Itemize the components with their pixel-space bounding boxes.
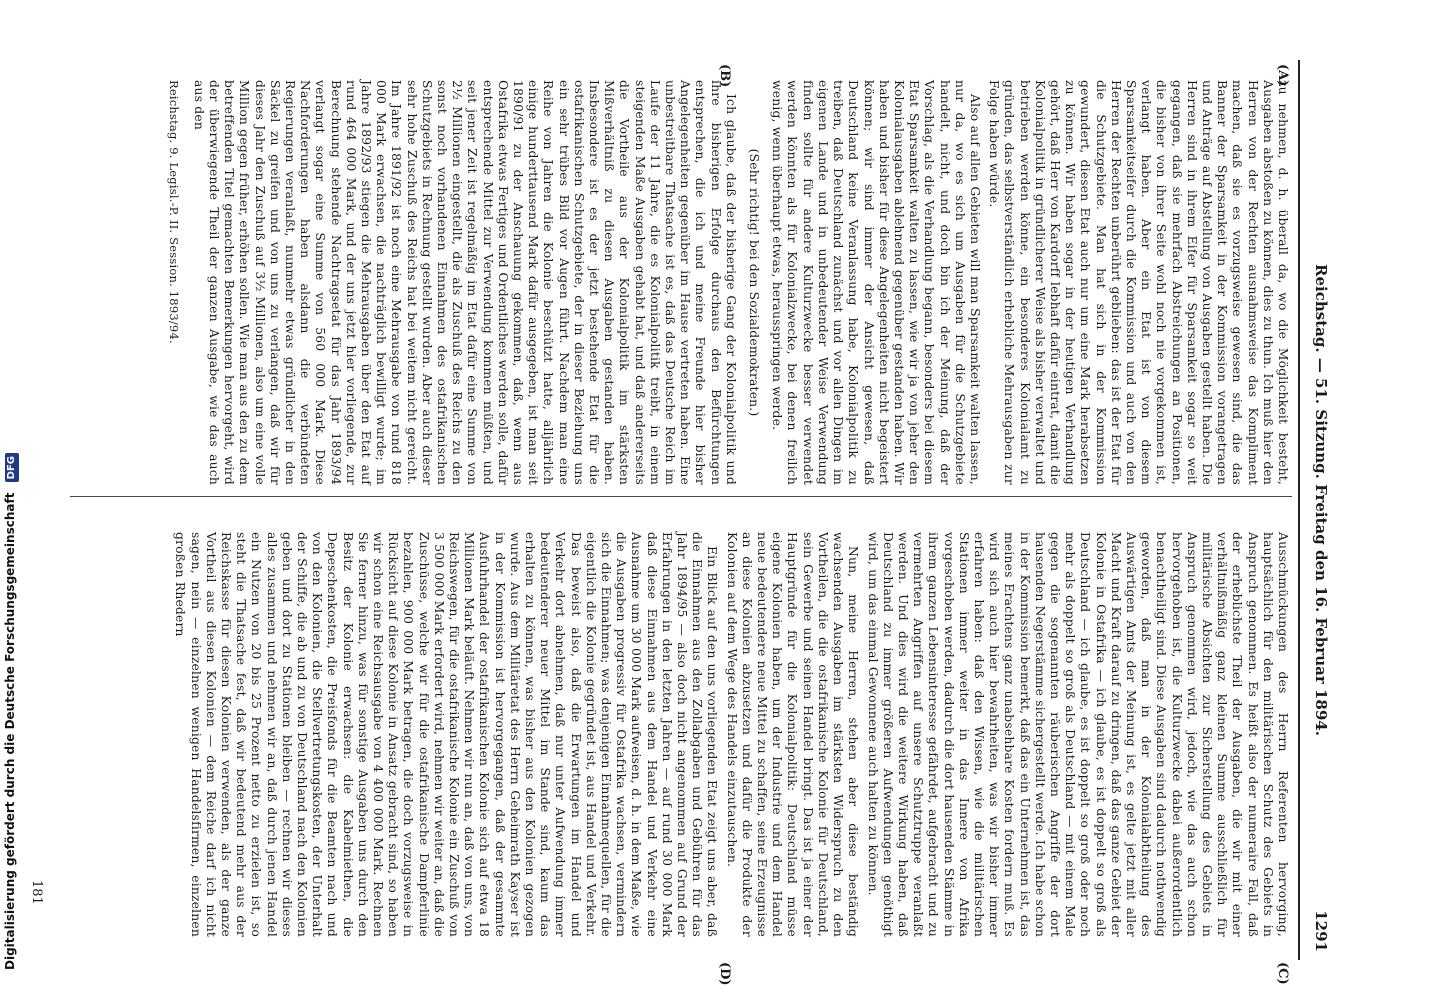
column-divider xyxy=(70,496,1292,497)
paragraph: Ein Blick auf den uns vorliegenden Etat zeigt uns aber, daß die Einnahmen aus den Zollabgaben und Gebühren für das Jahr 1894/95 — also doch nicht angenommen auf Grund der Erfahrungen in den letzten Jahren — auf rund 30 000 Mark daß diese Einnahmen aus dem Handel und Verkehr eine Ausnahme um 30 000 Mark aufweisen, d. h. in dem Maße, wie die Ausgaben progressiv für Ostafrika wachsen, vermindern sich die Einnahmen; was denjenigen Einnahmequellen, für die eigentlich die Kolonie gegründet ist, aus Handel und Verkehr. Das beweist also, daß die Erwartungen im Handel und Verkehr dort abnehmen, daß nur unter Aufwendung immer bedeutenderer neuer Mittel im Stande sind, kaum das erhalten zu können, was bisher aus den Kolonien gezogen wurde. Aus dem Militäretat des Herrn Geheimrath Kayser ist in der Kommission ist hervorgegangen, daß der gesammte Ausfuhrhandel der ostafrikanischen Kolonie sich auf etwa 18 Millionen Mark beläuft. Nehmen wir nun an, daß von uns, von Reichswegen, für die ostafrikanische Kolonie ein Zuschuß von 3 500 000 Mark erfordert wird, nehmen wir weiter an, daß die Zuschüsse, welche wir für die ostafrikanische Dampferlinie bezahlen, 900 000 Mark betragen, die doch vorzugsweise in Rücksicht auf diese Kolonie in Ansatz gebracht sind, so haben wir schon eine Reichsausgabe von 4 400 000 Mark. Rechnen Sie ferner hinzu, was für sonstige Ausgaben uns durch den Besitz der Kolonie erwachsen: die Kabelmiethen, die Depeschenkosten, die Preisfonds für die Beamten nach und von den Kolonien, die Stellvertretungskosten, der Unterhalt der Schiffe, die ab und zu von Deutschland nach den Kolonien geben und dort zu Stationen bleiben — rechnen wir dieses alles zusammen und nehmen wir an, daß durch jenen Handel ein Nutzen von 20 bis 25 Prozent netto zu erzielen ist, so steht die Thatsache fest, daß wir bedeutend mehr aus der Reichskasse für diesen Kolonien verwenden, als der ganze Vortheil aus diesen Kolonien — dem Reiche darf ich nicht sagen, nein — einzelnen wenigen Handelsfirmen, einzelnen großen Rhedern xyxy=(173,532,720,937)
paragraph: Ich glaube, daß der bisherige Gang der Kolonialpolitik und ihre bisherigen Erfolge durchaus den Befürchtungen entsprechen, die ich und meine Freunde hier bisher Angelegenheiten gegenüber im Hause vertreten haben. Eine unbestreitbare Thatsache ist es, daß das Deutsche Reich im Laufe der 11 Jahre, die es Kolonialpolitik treibt, in einem steigenden Maße Ausgaben gehabt hat, und daß andererseits die Vortheile aus der Kolonialpolitik im stärksten Mißverhältniß zu diesen Ausgaben gestanden haben. Insbesondere ist es der jetzt bestehende Etat für die ostafrikanischen Schutzgebiete, der in dieser Beziehung uns ein sehr trübes Bild vor Augen führt. Nachdem man eine Reihe von Jahren die Kolonie beschützt hatte, alljährlich einige hunderttausend Mark dafür ausgegeben, ist man seit 1890/91 zu der Anschauung gekommen, daß, wenn aus Ostafrika etwas Fertiges und Ordentliches werden solle, dafür entsprechende Mittel zur Verwendung kommen müßten, und seit jener Zeit ist regelmäßig im Etat dafür eine Summe von 2½ Millionen eingestellt, die als Zuschuß des Reichs zu den sonst noch vorhandenen Einnahmen des ostafrikanischen Schutzgebiets in Rechnung gestellt wurden. Aber auch dieser sehr hohe Zuschuß des Reichs hat bei weitem nicht gereicht. Im Jahre 1891/92 ist noch eine Mehrausgabe von rund 818 000 Mark erwachsen, die nachträglich bewilligt wurde; im Jahre 1892/93 stiegen die Mehrausgaben über den Etat auf rund 464 000 Mark, und der uns jetzt hier vorliegende, zur Berechnung stehende Nachtragsetat für das Jahr 1893/94 verlangt sogar eine Summe von 560 000 Mark. Diese Nachforderungen haben alsdann die verbündeten Regierungen veranlaßt, nunmehr etwas gründlicher in den Säckel zu greifen und von uns zu verlangen, daß wir für dieses Jahr den Zuschuß auf 3½ Millionen, also um eine volle Million gegen früher, erhöhen sollen. Wie man aus den zu dem betreffenden Titel gemachten Bemerkungen hervorgeht, wird der überwiegende Theil der ganzen Ausgabe, wie das auch aus den xyxy=(191,80,738,485)
interjection: (Sehr richtig! bei den Sozialdemokraten.) xyxy=(747,148,762,417)
folio-number: 181 xyxy=(29,880,44,905)
paragraph: Nun, meine Herren, stehen aber diese beständig wachsenden Ausgaben im stärksten Widerspruch zu den Vortheilen, die die ostafrikanische Kolonie für Deutschland, sein Gewerbe und seinen Handel bringt. Das ist ja einer der Hauptgründe für die Kolonialpolitik: Deutschland müsse eigene Kolonien haben, um der Industrie und dem Handel neue bedeutendere neue Mittel zu schaffen, seine Erzeugnisse an diese Kolonien abzusetzen und dafür die Produkte der Kolonien auf dem Wege des Handels einzutauschen. xyxy=(724,532,861,937)
margin-marker-c: (C) xyxy=(1275,962,1290,985)
page-number: 1291 xyxy=(1312,910,1330,952)
header-rule xyxy=(1298,60,1300,960)
dfg-logo: DFG xyxy=(5,453,19,482)
credit-text: Digitalisierung gefördert durch die Deutsche Forschungsgemeinschaft xyxy=(3,492,17,970)
running-title: Reichstag. — 51. Sitzung. Freitag den 16. Februar 1894. xyxy=(1312,264,1330,736)
page-header xyxy=(1306,40,1336,960)
paragraph: Also auf allen Gebieten will man Sparsamkeit walten lassen, nur da, wo es sich um Ausgaben für die Schutzgebiete handelt, nicht, und doch bin ich der Meinung, daß der Vorschlag, als die Verhandlung begann, besonders bei diesem Etat Sparsamkeit walten zu lassen, wie wir ja von jeher den Kolonialausgaben ablehnend gegenüber gestanden haben. Wir haben und bisher für diese Angelegenheiten nicht begeistert können; wir sind immer der Ansicht gewesen, daß Deutschland keine Veranlassung habe, Kolonialpolitik zu treiben, daß Deutschland zunächst und vor allen Dingen im eigenen Lande und in unbedeutender Weise Verwendung finden sollte für andere Kulturzwecke besser verwendet werden könnten als für Kolonialzwecke, bei denen freilich wenig, wenn überhaupt etwas, herausspringen werde. xyxy=(770,80,982,485)
paragraph: zu nehmen, d. h. überall da, wo die Möglichkeit besteht, Ausgaben abstoßen zu können, dies zu thun. Ich muß hier den Herren von der Rechten ausnahmsweise das Kompliment machen, daß sie es vorzugsweise gewesen sind, die das Banner der Sparsamkeit in der Kommission vorangetragen und Anträge auf Abstellung von Ausgaben gestellt haben. Die Herren sind in ihrem Eifer für Sparsamkeit sogar so weit gegangen, daß sie mehrfach Abstreichungen an Positionen, die bisher von ihrer Seite wohl noch nie vorgekommen ist, verlangt haben. Aber ein Etat ist von diesem Sparsamkeitseifer durch die Kommission und auch von den Herren der Rechten unberührt geblieben: das ist der Etat für die Schutzgebiete. Man hat sich in der Kommission gewundert, diesen Etat auch nur um eine Mark herabsetzen zu können. Wir haben sogar in der heutigen Verhandlung gehört, daß Herr von Kardorff lebhaft dafür eintrat, damit die Kolonialpolitik in gründlicherer Weise als bisher verwaltet und betrieben werden könne, ein besonderes Kolonialamt zu gründen, das selbstverständlich erhebliche Mehrausgaben zur Folge haben würde. xyxy=(987,80,1290,485)
volume-signature: Reichstag. 9. Legisl.-P. II. Session. 1893/94. xyxy=(166,80,181,344)
left-column xyxy=(161,80,1290,485)
digitization-credit-strip xyxy=(0,0,20,1000)
paragraph: Ausschmückungen des Herrn Referenten hervorging, hauptsächlich für den militärischen Schutz des Gebiets in Anspruch genommen. Es heißt also der numeraire Fall, daß der erheblichste Theil der Ausgaben, die wir mit einer verhältnißmäßig ganz kleinen Summe ausschließlich für militärische Absichten zur Sicherstellung des Gebiets in Anspruch genommen wird, jedoch, wie das auch schon hervorgehoben ist, die Kulturzwecke dabei außerordentlich benachtheiligt sind. Diese Ausgaben sind dadurch nothwendig geworden, daß man in der Kolonialabtheilung des Auswärtigen Amts der Meinung ist, es gelte jetzt mit aller Macht und Kraft darauf zu dringen, daß das ganze Gebiet der Kolonie in Ostafrika — ich glaube, es ist doppelt so groß als Deutschland — ich glaube, es ist doppelt so groß oder noch mehr als doppelt so groß als Deutschland — mit einem Male gegen die sogenannten räuberischen Angriffe der dort hausenden Negerstämme sichergestellt werde. Ich habe schon in der Kommission bemerkt, daß das ein Unternehmen ist, das meines Erachtens ganz unabsehbare Kosten fordern muß. Es wird sich auch hier bewahrheiten, was wir bisher immer erfahren haben: daß den Wissen, wie die militärischen Stationen immer weiter in das Innere von Afrika vorgeschoben werden, dadurch die dort hausenden Stämme in ihrem ganzen Lebensinteresse gefährdet, aufgebracht und zu vermehrten Angriffen auf unsere Schutztruppe veranlaßt werden. Und dies wird die weitere Wirkung haben, daß Deutschland zu immer größeren Aufwendungen genöthigt wird, um das einmal Gewonnene auch halten zu können. xyxy=(865,532,1290,937)
right-column xyxy=(168,532,1290,937)
margin-marker-d: (D) xyxy=(717,962,732,986)
margin-marker-a: (A) xyxy=(1275,64,1290,87)
margin-marker-b: (B) xyxy=(717,64,732,88)
digitization-credit xyxy=(0,0,20,1000)
